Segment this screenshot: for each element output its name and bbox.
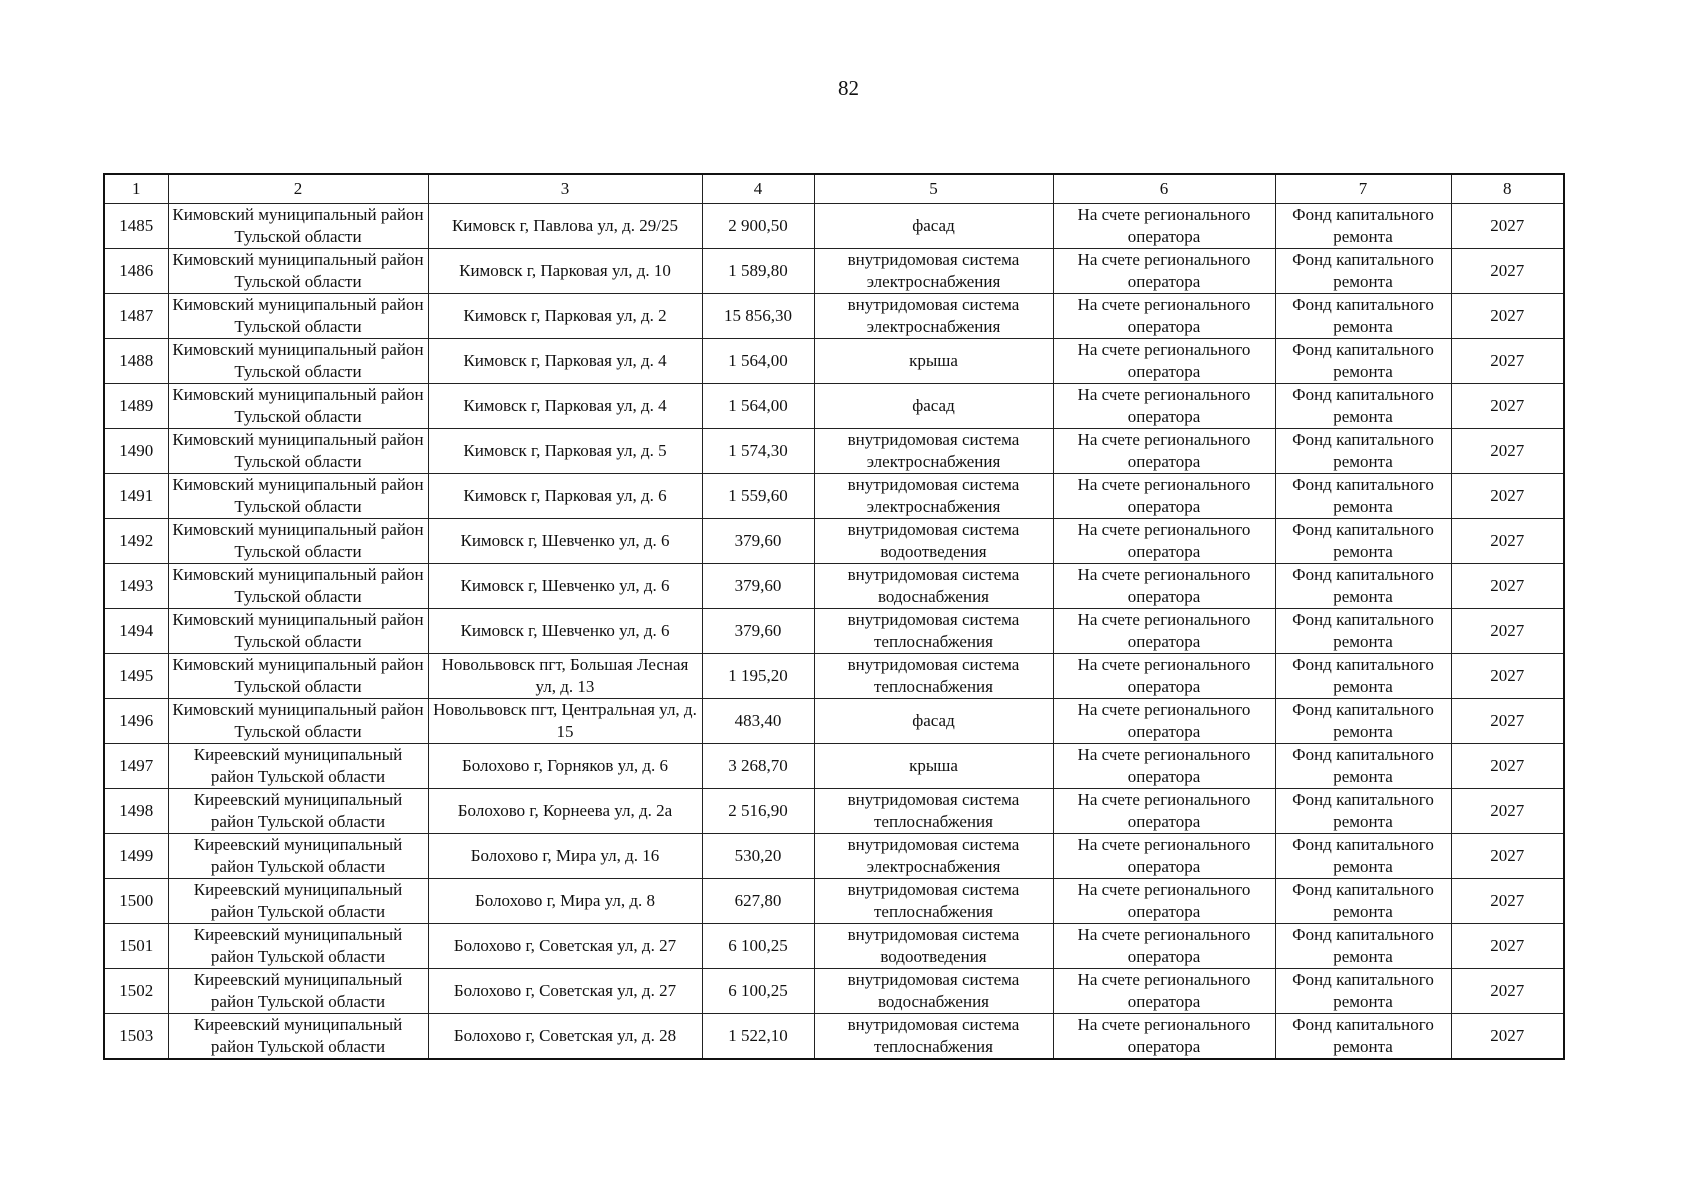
work-type-cell: внутридомовая система теплоснабжения [814, 789, 1053, 834]
funding-source-cell: Фонд капитального ремонта [1275, 744, 1451, 789]
funding-source-cell: Фонд капитального ремонта [1275, 834, 1451, 879]
year-cell: 2027 [1451, 474, 1564, 519]
row-number-cell: 1487 [104, 294, 168, 339]
table-row [104, 699, 1564, 744]
work-type-cell: крыша [814, 339, 1053, 384]
address-cell: Новольвовск пгт, Большая Лесная ул, д. 13 [428, 654, 702, 699]
municipality-cell: Киреевский муниципальный район Тульской области [168, 879, 428, 924]
row-number-cell: 1494 [104, 609, 168, 654]
address-cell: Кимовск г, Шевченко ул, д. 6 [428, 609, 702, 654]
table-row [104, 294, 1564, 339]
area-cell: 627,80 [702, 879, 814, 924]
address-cell: Кимовск г, Парковая ул, д. 6 [428, 474, 702, 519]
year-cell: 2027 [1451, 384, 1564, 429]
year-cell: 2027 [1451, 969, 1564, 1014]
address-cell: Болохово г, Мира ул, д. 16 [428, 834, 702, 879]
area-cell: 379,60 [702, 519, 814, 564]
address-cell: Болохово г, Мира ул, д. 8 [428, 879, 702, 924]
column-header: 1 [104, 174, 168, 204]
table-row [104, 429, 1564, 474]
funding-source-cell: Фонд капитального ремонта [1275, 294, 1451, 339]
address-cell: Кимовск г, Павлова ул, д. 29/25 [428, 204, 702, 249]
column-header: 3 [428, 174, 702, 204]
work-type-cell: внутридомовая система теплоснабжения [814, 654, 1053, 699]
table-header [104, 174, 1564, 204]
funding-source-cell: Фонд капитального ремонта [1275, 564, 1451, 609]
row-number-cell: 1490 [104, 429, 168, 474]
fund-account-cell: На счете регионального оператора [1053, 294, 1275, 339]
funding-source-cell: Фонд капитального ремонта [1275, 654, 1451, 699]
area-cell: 1 564,00 [702, 384, 814, 429]
municipality-cell: Кимовский муниципальный район Тульской области [168, 204, 428, 249]
column-header: 4 [702, 174, 814, 204]
address-cell: Болохово г, Советская ул, д. 28 [428, 1014, 702, 1060]
year-cell: 2027 [1451, 249, 1564, 294]
address-cell: Кимовск г, Шевченко ул, д. 6 [428, 564, 702, 609]
area-cell: 379,60 [702, 564, 814, 609]
municipality-cell: Кимовский муниципальный район Тульской области [168, 339, 428, 384]
column-header: 2 [168, 174, 428, 204]
address-cell: Кимовск г, Парковая ул, д. 4 [428, 339, 702, 384]
year-cell: 2027 [1451, 924, 1564, 969]
work-type-cell: внутридомовая система электроснабжения [814, 294, 1053, 339]
fund-account-cell: На счете регионального оператора [1053, 879, 1275, 924]
fund-account-cell: На счете регионального оператора [1053, 474, 1275, 519]
year-cell: 2027 [1451, 429, 1564, 474]
year-cell: 2027 [1451, 699, 1564, 744]
area-cell: 483,40 [702, 699, 814, 744]
row-number-cell: 1502 [104, 969, 168, 1014]
area-cell: 1 574,30 [702, 429, 814, 474]
work-type-cell: фасад [814, 204, 1053, 249]
year-cell: 2027 [1451, 654, 1564, 699]
table-row [104, 654, 1564, 699]
fund-account-cell: На счете регионального оператора [1053, 384, 1275, 429]
fund-account-cell: На счете регионального оператора [1053, 1014, 1275, 1060]
row-number-cell: 1503 [104, 1014, 168, 1060]
table-row [104, 474, 1564, 519]
fund-account-cell: На счете регионального оператора [1053, 609, 1275, 654]
table-row [104, 969, 1564, 1014]
year-cell: 2027 [1451, 744, 1564, 789]
fund-account-cell: На счете регионального оператора [1053, 339, 1275, 384]
area-cell: 3 268,70 [702, 744, 814, 789]
work-type-cell: внутридомовая система водоснабжения [814, 564, 1053, 609]
work-type-cell: внутридомовая система электроснабжения [814, 474, 1053, 519]
funding-source-cell: Фонд капитального ремонта [1275, 699, 1451, 744]
table-row [104, 384, 1564, 429]
year-cell: 2027 [1451, 879, 1564, 924]
municipality-cell: Кимовский муниципальный район Тульской области [168, 474, 428, 519]
header-row [104, 174, 1564, 204]
row-number-cell: 1488 [104, 339, 168, 384]
address-cell: Болохово г, Корнеева ул, д. 2а [428, 789, 702, 834]
address-cell: Новольвовск пгт, Центральная ул, д. 15 [428, 699, 702, 744]
address-cell: Кимовск г, Парковая ул, д. 4 [428, 384, 702, 429]
row-number-cell: 1486 [104, 249, 168, 294]
table-row [104, 249, 1564, 294]
column-header: 6 [1053, 174, 1275, 204]
table-row [104, 879, 1564, 924]
table-row [104, 564, 1564, 609]
work-type-cell: крыша [814, 744, 1053, 789]
table-row [104, 744, 1564, 789]
row-number-cell: 1485 [104, 204, 168, 249]
year-cell: 2027 [1451, 294, 1564, 339]
row-number-cell: 1496 [104, 699, 168, 744]
funding-source-cell: Фонд капитального ремонта [1275, 1014, 1451, 1060]
area-cell: 15 856,30 [702, 294, 814, 339]
table-row [104, 204, 1564, 249]
area-cell: 1 559,60 [702, 474, 814, 519]
address-cell: Кимовск г, Парковая ул, д. 2 [428, 294, 702, 339]
row-number-cell: 1492 [104, 519, 168, 564]
area-cell: 379,60 [702, 609, 814, 654]
funding-source-cell: Фонд капитального ремонта [1275, 249, 1451, 294]
area-cell: 6 100,25 [702, 969, 814, 1014]
column-header: 5 [814, 174, 1053, 204]
municipality-cell: Кимовский муниципальный район Тульской области [168, 654, 428, 699]
work-type-cell: внутридомовая система водоснабжения [814, 969, 1053, 1014]
row-number-cell: 1497 [104, 744, 168, 789]
page-number: 82 [838, 76, 859, 100]
column-header: 7 [1275, 174, 1451, 204]
table-row [104, 924, 1564, 969]
municipality-cell: Кимовский муниципальный район Тульской области [168, 564, 428, 609]
funding-source-cell: Фонд капитального ремонта [1275, 879, 1451, 924]
work-type-cell: внутридомовая система водоотведения [814, 924, 1053, 969]
work-type-cell: внутридомовая система электроснабжения [814, 429, 1053, 474]
municipality-cell: Киреевский муниципальный район Тульской области [168, 744, 428, 789]
column-header: 8 [1451, 174, 1564, 204]
municipality-cell: Кимовский муниципальный район Тульской области [168, 699, 428, 744]
row-number-cell: 1493 [104, 564, 168, 609]
municipality-cell: Кимовский муниципальный район Тульской области [168, 294, 428, 339]
fund-account-cell: На счете регионального оператора [1053, 654, 1275, 699]
work-type-cell: внутридомовая система теплоснабжения [814, 609, 1053, 654]
year-cell: 2027 [1451, 564, 1564, 609]
work-type-cell: фасад [814, 384, 1053, 429]
funding-source-cell: Фонд капитального ремонта [1275, 474, 1451, 519]
municipality-cell: Киреевский муниципальный район Тульской области [168, 969, 428, 1014]
fund-account-cell: На счете регионального оператора [1053, 834, 1275, 879]
address-cell: Кимовск г, Шевченко ул, д. 6 [428, 519, 702, 564]
row-number-cell: 1500 [104, 879, 168, 924]
row-number-cell: 1495 [104, 654, 168, 699]
funding-source-cell: Фонд капитального ремонта [1275, 969, 1451, 1014]
fund-account-cell: На счете регионального оператора [1053, 789, 1275, 834]
table-row [104, 339, 1564, 384]
fund-account-cell: На счете регионального оператора [1053, 924, 1275, 969]
area-cell: 1 195,20 [702, 654, 814, 699]
fund-account-cell: На счете регионального оператора [1053, 249, 1275, 294]
area-cell: 2 516,90 [702, 789, 814, 834]
fund-account-cell: На счете регионального оператора [1053, 969, 1275, 1014]
funding-source-cell: Фонд капитального ремонта [1275, 609, 1451, 654]
fund-account-cell: На счете регионального оператора [1053, 519, 1275, 564]
funding-source-cell: Фонд капитального ремонта [1275, 204, 1451, 249]
table-row [104, 609, 1564, 654]
fund-account-cell: На счете регионального оператора [1053, 744, 1275, 789]
capital-repair-table [103, 173, 1565, 1060]
fund-account-cell: На счете регионального оператора [1053, 699, 1275, 744]
row-number-cell: 1498 [104, 789, 168, 834]
year-cell: 2027 [1451, 204, 1564, 249]
table-row [104, 834, 1564, 879]
municipality-cell: Киреевский муниципальный район Тульской области [168, 1014, 428, 1060]
table-row [104, 1014, 1564, 1060]
funding-source-cell: Фонд капитального ремонта [1275, 339, 1451, 384]
municipality-cell: Киреевский муниципальный район Тульской области [168, 789, 428, 834]
fund-account-cell: На счете регионального оператора [1053, 429, 1275, 474]
row-number-cell: 1499 [104, 834, 168, 879]
municipality-cell: Кимовский муниципальный район Тульской области [168, 429, 428, 474]
area-cell: 1 564,00 [702, 339, 814, 384]
municipality-cell: Киреевский муниципальный район Тульской области [168, 924, 428, 969]
area-cell: 1 589,80 [702, 249, 814, 294]
address-cell: Болохово г, Горняков ул, д. 6 [428, 744, 702, 789]
municipality-cell: Киреевский муниципальный район Тульской области [168, 834, 428, 879]
area-cell: 530,20 [702, 834, 814, 879]
address-cell: Кимовск г, Парковая ул, д. 10 [428, 249, 702, 294]
funding-source-cell: Фонд капитального ремонта [1275, 789, 1451, 834]
address-cell: Болохово г, Советская ул, д. 27 [428, 969, 702, 1014]
row-number-cell: 1491 [104, 474, 168, 519]
year-cell: 2027 [1451, 339, 1564, 384]
funding-source-cell: Фонд капитального ремонта [1275, 519, 1451, 564]
work-type-cell: внутридомовая система электроснабжения [814, 834, 1053, 879]
year-cell: 2027 [1451, 609, 1564, 654]
work-type-cell: внутридомовая система электроснабжения [814, 249, 1053, 294]
area-cell: 2 900,50 [702, 204, 814, 249]
table-row [104, 789, 1564, 834]
year-cell: 2027 [1451, 834, 1564, 879]
row-number-cell: 1501 [104, 924, 168, 969]
year-cell: 2027 [1451, 519, 1564, 564]
work-type-cell: внутридомовая система водоотведения [814, 519, 1053, 564]
municipality-cell: Кимовский муниципальный район Тульской области [168, 384, 428, 429]
work-type-cell: внутридомовая система теплоснабжения [814, 879, 1053, 924]
area-cell: 1 522,10 [702, 1014, 814, 1060]
address-cell: Кимовск г, Парковая ул, д. 5 [428, 429, 702, 474]
table-body [104, 204, 1564, 1060]
work-type-cell: внутридомовая система теплоснабжения [814, 1014, 1053, 1060]
funding-source-cell: Фонд капитального ремонта [1275, 924, 1451, 969]
municipality-cell: Кимовский муниципальный район Тульской области [168, 249, 428, 294]
address-cell: Болохово г, Советская ул, д. 27 [428, 924, 702, 969]
funding-source-cell: Фонд капитального ремонта [1275, 384, 1451, 429]
fund-account-cell: На счете регионального оператора [1053, 564, 1275, 609]
fund-account-cell: На счете регионального оператора [1053, 204, 1275, 249]
year-cell: 2027 [1451, 1014, 1564, 1060]
work-type-cell: фасад [814, 699, 1053, 744]
table-row [104, 519, 1564, 564]
area-cell: 6 100,25 [702, 924, 814, 969]
funding-source-cell: Фонд капитального ремонта [1275, 429, 1451, 474]
year-cell: 2027 [1451, 789, 1564, 834]
municipality-cell: Кимовский муниципальный район Тульской области [168, 519, 428, 564]
row-number-cell: 1489 [104, 384, 168, 429]
municipality-cell: Кимовский муниципальный район Тульской области [168, 609, 428, 654]
